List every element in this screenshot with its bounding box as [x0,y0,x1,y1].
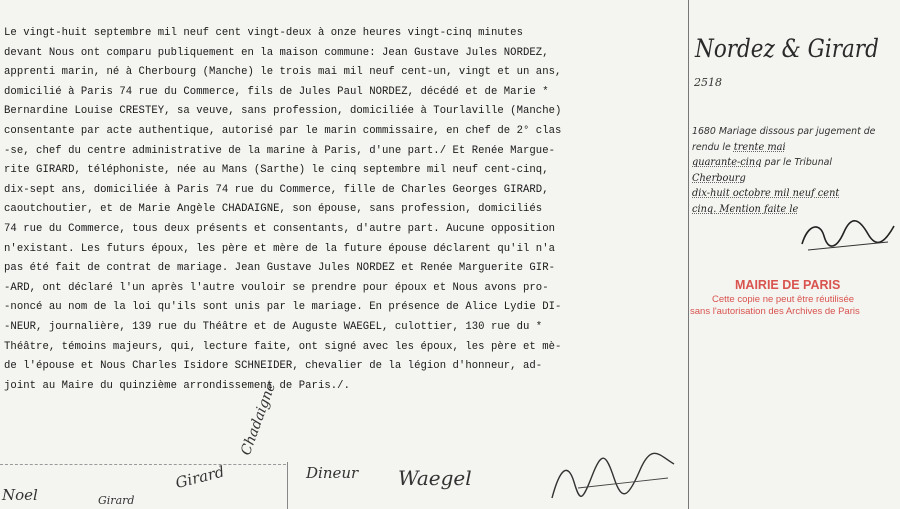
officer-signature-mark [798,214,898,256]
text-line: Le vingt-huit septembre mil neuf cent vingt-deux à onze heures vingt-cinq minutes [4,27,523,39]
text-line: dix-sept ans, domiciliée à Paris 74 rue du Commerce, fille de Charles Georges GIRARD, [4,183,549,196]
annotation-line [692,155,900,171]
text-line: domicilié à Paris 74 rue du Commerce, fils de Jules Paul NORDEZ, décédé et de Marie * [4,85,549,98]
stamp-notice: Cette copie ne peut être réutilisée [712,294,855,305]
annotation-line [692,171,900,187]
text-line: devant Nous ont comparu publiquement en la maison commune: Jean Gustave Jules NORDEZ, [4,46,549,59]
margin-names-heading: Nordez & Girard [695,34,879,63]
signature: Girard [173,462,227,492]
signature: Girard [98,494,135,507]
annotation-handwriting: quarante-cinq [692,157,762,168]
text-line: -noncé au nom de la loi qu'ils sont unis par le mariage. En présence de Alice Lydie DI- [4,301,562,314]
text-line: 74 rue du Commerce, tous deux présents et consentants, d'autre part. Aucune opposition [4,222,556,235]
text-line: pas été fait de contrat de mariage. Jean Gustave Jules NORDEZ et Renée Marguerite GIR- [4,262,556,275]
text-line: apprenti marin, né à Cherbourg (Manche) le trois mai mil neuf cent-un, vingt et un ans, [4,66,562,79]
annotation-handwriting: Cherbourg [692,172,746,184]
text-line: de l'épouse et Nous Charles Isidore SCHNEIDER, chevalier de la légion d'honneur, ad- [4,360,543,373]
signature: Dineur [306,464,359,482]
annotation-line: 1680 Mariage dissous par jugement de [692,126,876,137]
text-line: rite GIRARD, téléphoniste, née au Mans (Sarthe) le cinq septembre mil neuf cent-cinq, [4,164,549,177]
margin-divider [688,0,689,509]
text-line: Théâtre, témoins majeurs, qui, lecture faite, ont signé avec les époux, les père et mè- [4,340,562,353]
text-line: -ARD, ont déclaré l'un après l'autre vouloir se prendre pour époux et Nous avons pro- [4,281,549,294]
signature-line [0,464,286,466]
annotation-handwriting: dix-huit octobre mil neuf cent [692,188,840,199]
stamp-notice: sans l'autorisation des Archives de Paris [690,306,860,317]
signature: Chadaigne [238,380,280,458]
text-line: -se, chef du centre administrative de la marine à Paris, d'une part./ Et Renée Margue- [4,144,556,157]
annotation-handwriting: trente mai [733,141,786,153]
text-line: Bernardine Louise CRESTEY, sa veuve, sans profession, domiciliée à Tourlaville (Manche) [4,105,562,118]
annotation-line [692,186,900,202]
divorce-annotation [692,124,900,217]
marriage-act-text [4,24,688,396]
signature: Noel [2,486,38,504]
text-line: n'existant. Les futurs époux, les père et mère de la future épouse déclarent qu'il n'a [4,242,556,255]
annotation-text: par le Tribunal [764,157,833,168]
signature-divider [287,462,288,509]
text-line: joint au Maire du quinzième arrondissement de Paris./. [4,379,350,392]
text-line: consentante par acte authentique, autorisé par le marin commissaire, en chef de 2° clas [4,124,562,137]
text-line: caoutchoutier, et de Marie Angèle CHADAIGNE, son épouse, sans profession, domiciliés [4,203,543,216]
act-number: 2518 [694,76,722,89]
annotation-line [692,140,900,156]
annotation-text: rendu le [692,141,734,153]
signature: Waegel [398,466,472,490]
mayor-signature-mark [548,448,678,506]
text-line: -NEUR, journalière, 139 rue du Théâtre et de Auguste WAEGEL, culottier, 130 rue du * [4,320,543,333]
stamp-title: MAIRIE DE PARIS [735,278,841,292]
annotation-handwriting: cinq. Mention faite le [692,203,799,215]
